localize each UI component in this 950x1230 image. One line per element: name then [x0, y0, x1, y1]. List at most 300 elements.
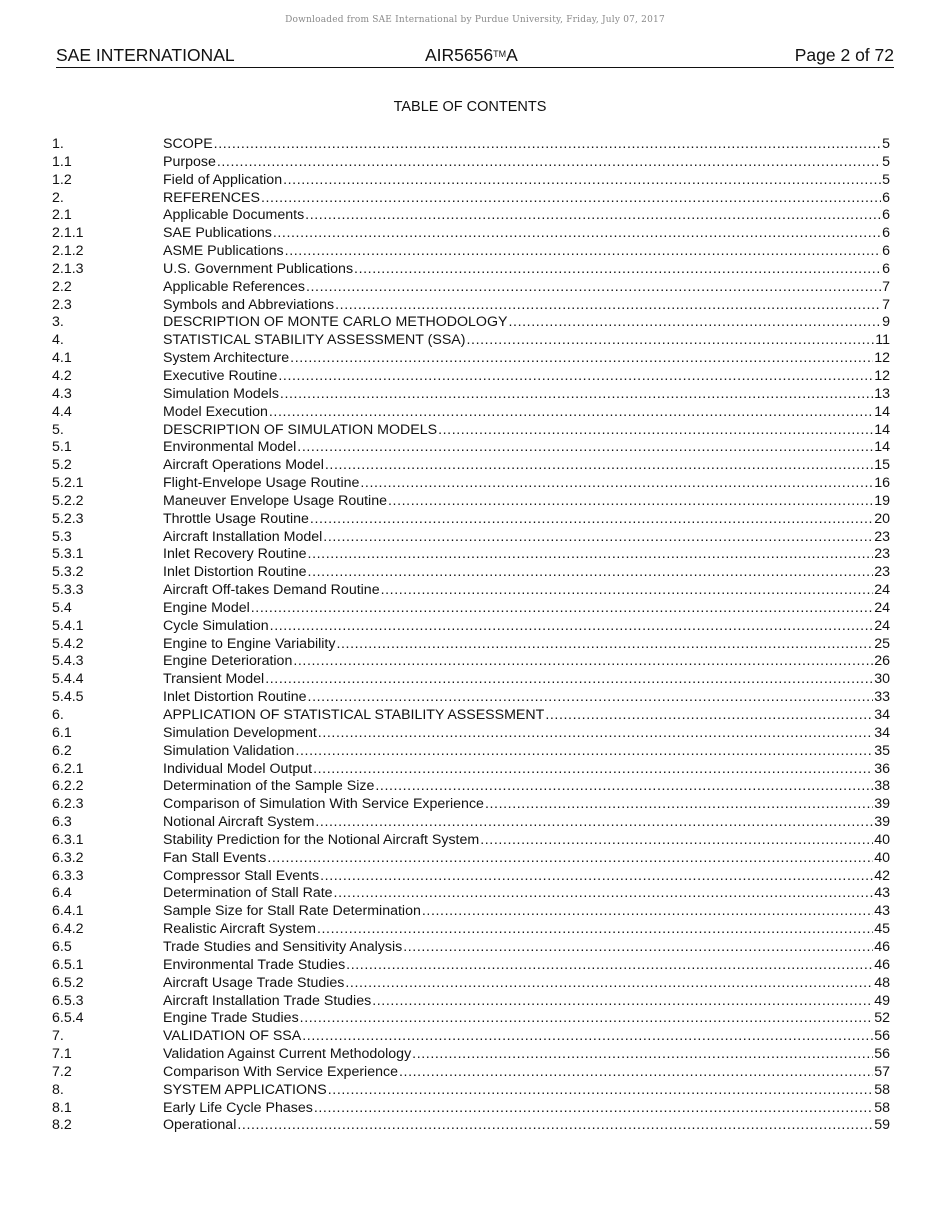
toc-leader-dots [466, 332, 874, 350]
toc-entry-title: Purpose [163, 153, 216, 170]
toc-entry-line [163, 529, 890, 547]
toc-entry-number: 5.3.2 [52, 564, 84, 581]
toc-entry-line [163, 885, 890, 903]
toc-entry-title: Applicable References [163, 278, 305, 295]
toc-entry-title: Comparison of Simulation With Service Experience [163, 796, 484, 813]
toc-entry-page: 7 [882, 296, 890, 313]
toc-entry-page: 38 [874, 778, 890, 795]
toc-entry-line [163, 832, 890, 850]
toc-leader-dots [308, 564, 874, 582]
toc-entry[interactable] [52, 832, 890, 850]
toc-entry[interactable] [52, 475, 890, 493]
toc-entry-line [163, 618, 890, 636]
toc-entry-title: Early Life Cycle Phases [163, 1099, 313, 1116]
toc-entry-page: 52 [874, 1010, 890, 1027]
toc-leader-dots [308, 546, 874, 564]
toc-entry[interactable] [52, 868, 890, 886]
toc-leader-dots [270, 618, 874, 636]
toc-entry-line [163, 1064, 890, 1082]
toc-leader-dots [354, 261, 881, 279]
toc-leader-dots [381, 582, 874, 600]
toc-entry-number: 6.2 [52, 742, 72, 759]
toc-entry-title: Engine Model [163, 599, 250, 616]
toc-entry-title: Flight-Envelope Usage Routine [163, 475, 360, 492]
toc-entry-title: REFERENCES [163, 189, 260, 206]
toc-entry[interactable] [52, 546, 890, 564]
toc-entry-page: 48 [874, 974, 890, 991]
toc-entry-number: 1. [52, 136, 64, 152]
toc-leader-dots [388, 493, 873, 511]
toc-leader-dots [346, 957, 873, 975]
toc-entry-line [163, 172, 890, 190]
toc-entry-line [163, 707, 890, 725]
toc-entry[interactable] [52, 564, 890, 582]
toc-entry[interactable] [52, 885, 890, 903]
toc-entry-page: 23 [874, 528, 890, 545]
toc-entry-line [163, 243, 890, 261]
toc-entry-page: 6 [882, 243, 890, 260]
toc-entry[interactable] [52, 1082, 890, 1100]
toc-entry[interactable] [52, 154, 890, 172]
toc-heading: TABLE OF CONTENTS [393, 99, 547, 115]
trademark-symbol: TM [493, 49, 507, 59]
toc-entry[interactable] [52, 225, 890, 243]
toc-entry-line [163, 1082, 890, 1100]
toc-entry[interactable] [52, 939, 890, 957]
toc-leader-dots [328, 1082, 873, 1100]
toc-entry-title: SCOPE [163, 136, 213, 152]
toc-entry-title: Engine Trade Studies [163, 1010, 299, 1027]
toc-leader-dots [265, 671, 873, 689]
toc-entry-title: Stability Prediction for the Notional Aircraft System [163, 831, 480, 848]
toc-entry[interactable] [52, 243, 890, 261]
toc-entry[interactable] [52, 903, 890, 921]
toc-entry-page: 6 [882, 189, 890, 206]
toc-entry-title: Inlet Distortion Routine [163, 564, 307, 581]
toc-entry-title: Aircraft Off-takes Demand Routine [163, 582, 380, 599]
toc-entry-page: 39 [874, 814, 890, 831]
toc-entry[interactable] [52, 297, 890, 315]
toc-entry-line [163, 314, 890, 332]
toc-entry-page: 12 [874, 367, 890, 384]
toc-leader-dots [283, 172, 881, 190]
toc-entry-number: 5.4.2 [52, 635, 84, 652]
toc-entry[interactable] [52, 993, 890, 1011]
toc-entry-number: 5.3 [52, 528, 72, 545]
toc-entry-page: 30 [874, 671, 890, 688]
toc-entry-line [163, 957, 890, 975]
toc-entry-line [163, 921, 890, 939]
toc-entry[interactable] [52, 404, 890, 422]
toc-entry-page: 6 [882, 260, 890, 277]
toc-entry-page: 5 [882, 136, 890, 152]
toc-entry-page: 11 [875, 332, 890, 349]
toc-entry-page: 5 [882, 153, 890, 170]
toc-entry-title: Sample Size for Stall Rate Determination [163, 903, 421, 920]
toc-leader-dots [313, 761, 873, 779]
toc-leader-dots [267, 850, 873, 868]
toc-entry-number: 6.3 [52, 814, 72, 831]
toc-entry[interactable] [52, 921, 890, 939]
toc-entry-page: 40 [874, 849, 890, 866]
toc-entry-line [163, 636, 890, 654]
toc-entry-line [163, 796, 890, 814]
toc-entry[interactable] [52, 422, 890, 440]
toc-entry-line [163, 297, 890, 315]
toc-entry[interactable] [52, 439, 890, 457]
toc-entry-number: 4.3 [52, 385, 72, 402]
toc-entry[interactable] [52, 796, 890, 814]
toc-entry-number: 6.4.2 [52, 921, 84, 938]
toc-entry-title: Engine to Engine Variability [163, 635, 336, 652]
toc-entry-number: 6.5.3 [52, 992, 84, 1009]
toc-entry[interactable] [52, 850, 890, 868]
toc-entry-title: Maneuver Envelope Usage Routine [163, 492, 387, 509]
toc-entry-title: Field of Application [163, 171, 283, 188]
toc-entry[interactable] [52, 529, 890, 547]
toc-entry[interactable] [52, 457, 890, 475]
toc-entry-line [163, 600, 890, 618]
toc-entry-page: 26 [874, 653, 890, 670]
toc-leader-dots [323, 529, 873, 547]
toc-entry-title: Environmental Trade Studies [163, 956, 346, 973]
toc-entry-title: Simulation Validation [163, 742, 295, 759]
toc-entry[interactable] [52, 671, 890, 689]
toc-entry[interactable] [52, 332, 890, 350]
toc-entry-number: 5.3.1 [52, 546, 84, 563]
toc-entry-page: 36 [874, 760, 890, 777]
toc-entry-title: Aircraft Usage Trade Studies [163, 974, 345, 991]
toc-entry-page: 34 [874, 724, 890, 741]
toc-entry-line [163, 332, 890, 350]
toc-entry-title: Individual Model Output [163, 760, 313, 777]
toc-entry-page: 16 [874, 475, 890, 492]
toc-leader-dots [261, 190, 881, 208]
toc-entry[interactable] [52, 957, 890, 975]
toc-entry-page: 14 [874, 421, 890, 438]
toc-entry-line [163, 671, 890, 689]
toc-entry-title: Trade Studies and Sensitivity Analysis [163, 938, 403, 955]
toc-entry-title: Fan Stall Events [163, 849, 267, 866]
toc-leader-dots [360, 475, 873, 493]
toc-leader-dots [485, 796, 873, 814]
toc-entry[interactable] [52, 350, 890, 368]
toc-entry-number: 8.1 [52, 1099, 72, 1116]
toc-entry-title: Determination of Stall Rate [163, 885, 333, 902]
toc-entry-page: 7 [882, 278, 890, 295]
toc-entry-number: 6.5.1 [52, 956, 84, 973]
toc-entry[interactable] [52, 1064, 890, 1082]
toc-entry-number: 5.1 [52, 439, 72, 456]
toc-entry-number: 7. [52, 1028, 64, 1045]
toc-entry-title: Validation Against Current Methodology [163, 1046, 412, 1063]
toc-entry-line [163, 903, 890, 921]
toc-entry[interactable] [52, 207, 890, 225]
toc-entry-title: Model Execution [163, 403, 268, 420]
toc-entry[interactable] [52, 493, 890, 511]
toc-entry-title: System Architecture [163, 350, 290, 367]
toc-entry-line [163, 1100, 890, 1118]
toc-entry-page: 20 [874, 510, 890, 527]
toc-entry[interactable] [52, 261, 890, 279]
toc-entry-line [163, 279, 890, 297]
toc-entry-title: Compressor Stall Events [163, 867, 320, 884]
toc-entry-line [163, 261, 890, 279]
toc-entry-title: Inlet Distortion Routine [163, 689, 307, 706]
toc-leader-dots [545, 707, 873, 725]
toc-entry-page: 45 [874, 921, 890, 938]
toc-leader-dots [297, 439, 873, 457]
toc-entry[interactable] [52, 743, 890, 761]
toc-entry-line [163, 350, 890, 368]
toc-entry[interactable] [52, 975, 890, 993]
toc-entry-page: 39 [874, 796, 890, 813]
toc-entry-title: Symbols and Abbreviations [163, 296, 335, 313]
toc-entry-number: 5.4.1 [52, 617, 84, 634]
toc-entry[interactable] [52, 1117, 890, 1135]
toc-entry-number: 2.1.3 [52, 260, 84, 277]
toc-leader-dots [300, 1010, 874, 1028]
toc-entry-title: DESCRIPTION OF MONTE CARLO METHODOLOGY [163, 314, 508, 331]
toc-entry-page: 12 [874, 350, 890, 367]
toc-entry-page: 5 [882, 171, 890, 188]
toc-leader-dots [412, 1046, 873, 1064]
toc-leader-dots [273, 225, 881, 243]
toc-entry-number: 4.4 [52, 403, 72, 420]
toc-leader-dots [214, 136, 881, 154]
toc-leader-dots [320, 868, 873, 886]
toc-leader-dots [480, 832, 873, 850]
toc-entry-line [163, 404, 890, 422]
toc-entry-page: 46 [874, 938, 890, 955]
toc-entry-number: 5.2 [52, 457, 72, 474]
toc-leader-dots [295, 743, 873, 761]
toc-entry[interactable] [52, 279, 890, 297]
toc-entry[interactable] [52, 314, 890, 332]
toc-entry-title: Simulation Models [163, 385, 279, 402]
toc-entry-line [163, 1117, 890, 1135]
page-number: Page 2 of 72 [794, 45, 894, 65]
toc-entry-page: 46 [874, 956, 890, 973]
toc-entry[interactable] [52, 1046, 890, 1064]
toc-entry[interactable] [52, 653, 890, 671]
toc-entry-number: 6.5 [52, 938, 72, 955]
toc-entry-page: 43 [874, 885, 890, 902]
toc-entry-line [163, 207, 890, 225]
toc-entry-number: 3. [52, 314, 64, 331]
toc-entry-line [163, 511, 890, 529]
toc-entry[interactable] [52, 511, 890, 529]
toc-leader-dots [285, 243, 881, 261]
toc-entry[interactable] [52, 1100, 890, 1118]
publisher-name: SAE INTERNATIONAL [56, 45, 235, 65]
toc-entry-line [163, 582, 890, 600]
toc-entry-number: 6.3.1 [52, 831, 84, 848]
toc-entry-number: 6.5.2 [52, 974, 84, 991]
toc-entry-title: SYSTEM APPLICATIONS [163, 1081, 327, 1098]
toc-leader-dots [251, 600, 873, 618]
toc-entry[interactable] [52, 636, 890, 654]
toc-entry-line [163, 814, 890, 832]
toc-entry[interactable] [52, 618, 890, 636]
toc-entry-page: 56 [874, 1028, 890, 1045]
toc-entry-number: 2.1.2 [52, 243, 84, 260]
toc-entry-line [163, 939, 890, 957]
toc-entry-page: 40 [874, 831, 890, 848]
toc-entry-number: 2.1.1 [52, 225, 84, 242]
toc-entry-number: 6.2.2 [52, 778, 84, 795]
toc-entry-page: 14 [874, 439, 890, 456]
doc-revision: A [506, 45, 518, 65]
toc-entry-page: 43 [874, 903, 890, 920]
toc-entry-line [163, 439, 890, 457]
toc-entry-line [163, 868, 890, 886]
toc-leader-dots [345, 975, 873, 993]
toc-entry-page: 13 [874, 385, 890, 402]
toc-entry-number: 6.5.4 [52, 1010, 84, 1027]
toc-entry-number: 2.2 [52, 278, 72, 295]
toc-entry-title: Aircraft Installation Model [163, 528, 323, 545]
toc-entry-line [163, 564, 890, 582]
toc-entry-number: 2.3 [52, 296, 72, 313]
toc-leader-dots [217, 154, 881, 172]
toc-entry-number: 2.1 [52, 207, 72, 224]
page-header [56, 45, 894, 68]
doc-number-text: AIR5656 [425, 45, 494, 65]
toc-entry[interactable] [52, 136, 890, 154]
toc-entry-line [163, 1010, 890, 1028]
toc-leader-dots [306, 279, 881, 297]
toc-entry-number: 6.1 [52, 724, 72, 741]
toc-entry[interactable] [52, 190, 890, 208]
toc-entry-title: Aircraft Operations Model [163, 457, 324, 474]
toc-leader-dots [280, 386, 873, 404]
toc-entry-number: 6. [52, 707, 64, 723]
toc-entry-line [163, 368, 890, 386]
toc-entry-title: SAE Publications [163, 225, 272, 242]
toc-entry-number: 5.4.5 [52, 689, 84, 706]
toc-entry-title: Simulation Development [163, 724, 317, 741]
toc-entry-title: Applicable Documents [163, 207, 305, 224]
toc-entry-line [163, 778, 890, 796]
toc-entry[interactable] [52, 386, 890, 404]
toc-entry-number: 4. [52, 332, 64, 349]
toc-leader-dots [305, 207, 881, 225]
toc-entry-number: 5.4.4 [52, 671, 84, 688]
toc-leader-dots [278, 368, 873, 386]
toc-entry-number: 1.2 [52, 171, 72, 188]
toc-leader-dots [438, 422, 873, 440]
toc-entry[interactable] [52, 689, 890, 707]
toc-entry-line [163, 743, 890, 761]
toc-entry-title: VALIDATION OF SSA [163, 1028, 302, 1045]
toc-entry-number: 5.2.2 [52, 492, 84, 509]
toc-entry[interactable] [52, 778, 890, 796]
toc-entry-page: 9 [882, 314, 890, 331]
toc-entry-line [163, 457, 890, 475]
toc-entry-page: 14 [874, 403, 890, 420]
toc-leader-dots [422, 903, 873, 921]
toc-entry-line [163, 136, 890, 154]
toc-entry-line [163, 653, 890, 671]
toc-entry-line [163, 1046, 890, 1064]
toc-entry-number: 5.3.3 [52, 582, 84, 599]
toc-entry-number: 2. [52, 189, 64, 206]
toc-entry-title: U.S. Government Publications [163, 260, 354, 277]
toc-entry-number: 5.4 [52, 599, 72, 616]
toc-entry-page: 33 [874, 689, 890, 706]
toc-entry-line [163, 154, 890, 172]
toc-leader-dots [315, 814, 873, 832]
toc-entry-page: 42 [874, 867, 890, 884]
toc-entry-number: 6.2.1 [52, 760, 84, 777]
toc-entry-title: STATISTICAL STABILITY ASSESSMENT (SSA) [163, 332, 466, 349]
toc-entry-page: 34 [874, 707, 890, 723]
toc-entry-page: 24 [874, 617, 890, 634]
toc-leader-dots [314, 1100, 873, 1118]
toc-leader-dots [237, 1117, 873, 1135]
toc-entry[interactable] [52, 600, 890, 618]
toc-entry[interactable] [52, 707, 890, 725]
toc-entry-title: DESCRIPTION OF SIMULATION MODELS [163, 421, 438, 438]
toc-entry-number: 6.4 [52, 885, 72, 902]
document-number [425, 45, 518, 66]
toc-entry-page: 15 [874, 457, 890, 474]
toc-leader-dots [508, 314, 881, 332]
toc-leader-dots [290, 350, 873, 368]
toc-entry[interactable] [52, 725, 890, 743]
toc-leader-dots [269, 404, 873, 422]
toc-entry-line [163, 1028, 890, 1046]
toc-entry-page: 24 [874, 599, 890, 616]
toc-entry-line [163, 190, 890, 208]
toc-leader-dots [375, 778, 873, 796]
toc-entry-title: Throttle Usage Routine [163, 510, 309, 527]
toc-entry-page: 56 [874, 1046, 890, 1063]
toc-entry-number: 5.2.3 [52, 510, 84, 527]
toc-entry-page: 6 [882, 225, 890, 242]
toc-entry-title: Environmental Model [163, 439, 297, 456]
toc-leader-dots [372, 993, 873, 1011]
toc-entry-number: 4.1 [52, 350, 72, 367]
toc-entry[interactable] [52, 814, 890, 832]
toc-entry-line [163, 493, 890, 511]
toc-entry-number: 5.4.3 [52, 653, 84, 670]
toc-entry-title: Engine Deterioration [163, 653, 293, 670]
toc-entry-line [163, 725, 890, 743]
toc-entry-number: 8.2 [52, 1117, 72, 1134]
toc-entry-title: Executive Routine [163, 367, 278, 384]
toc-entry-number: 7.2 [52, 1063, 72, 1080]
table-of-contents [52, 136, 890, 1135]
toc-entry[interactable] [52, 368, 890, 386]
toc-entry-line [163, 689, 890, 707]
toc-entry-page: 25 [874, 635, 890, 652]
toc-entry-line [163, 993, 890, 1011]
toc-entry-line [163, 386, 890, 404]
toc-entry-page: 59 [874, 1117, 890, 1134]
toc-entry-page: 49 [874, 992, 890, 1009]
toc-entry[interactable] [52, 172, 890, 190]
toc-entry[interactable] [52, 582, 890, 600]
toc-entry[interactable] [52, 1028, 890, 1046]
toc-leader-dots [293, 653, 873, 671]
toc-entry-page: 58 [874, 1081, 890, 1098]
toc-entry[interactable] [52, 761, 890, 779]
toc-entry-line [163, 225, 890, 243]
toc-entry-page: 35 [874, 742, 890, 759]
toc-entry[interactable] [52, 1010, 890, 1028]
